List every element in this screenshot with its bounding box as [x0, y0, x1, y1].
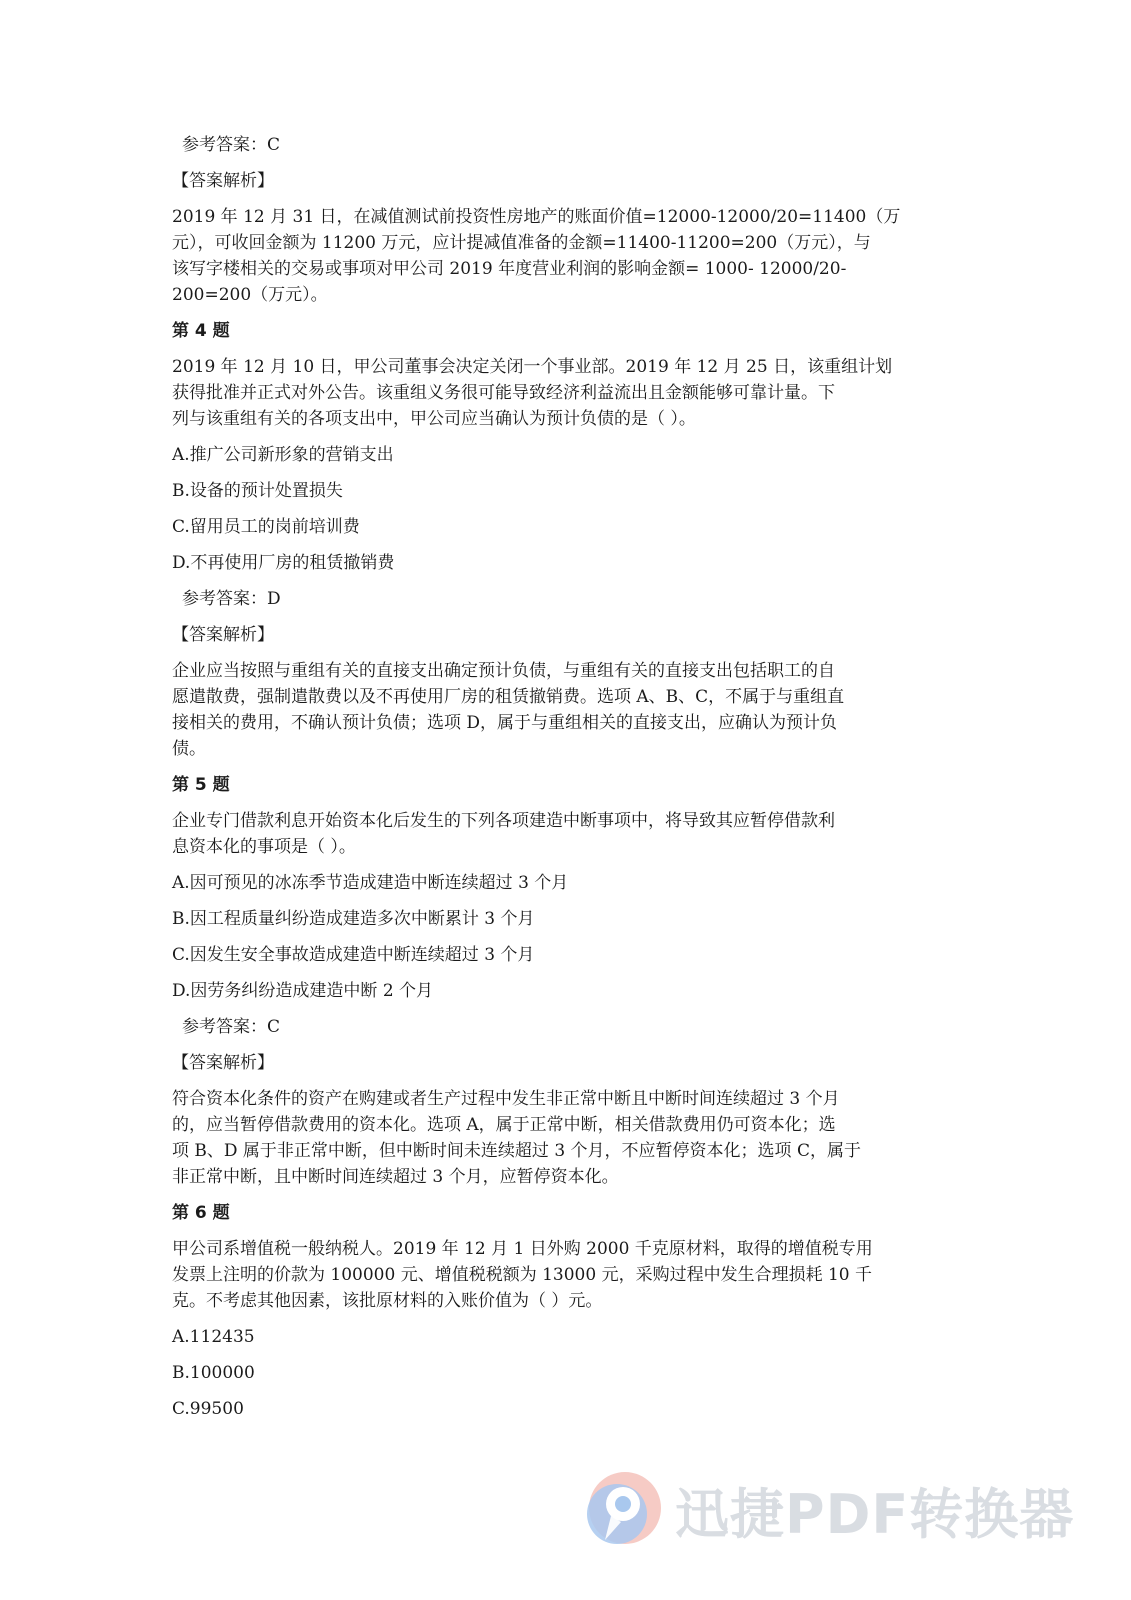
paragraph: [172, 1086, 962, 1190]
paragraph: [172, 204, 962, 308]
paragraph: [172, 808, 962, 860]
paragraph-line: 企业应当按照与重组有关的直接支出确定预计负债，与重组有关的直接支出包括职工的自: [172, 661, 835, 681]
paragraph-line: 获得批准并正式对外公告。该重组义务很可能导致经济利益流出且金额能够可靠计量。下: [172, 383, 835, 403]
answer-option: B.设备的预计处置损失: [172, 481, 343, 501]
answer-analysis-heading: 【答案解析】: [172, 625, 274, 645]
paragraph-line: 企业专门借款利息开始资本化后发生的下列各项建造中断事项中，将导致其应暂停借款利: [172, 811, 835, 831]
reference-answer: 参考答案：C: [182, 1017, 281, 1037]
document-page: [172, 128, 962, 1432]
paragraph: [172, 658, 962, 762]
question-title: 第 4 题: [172, 321, 230, 341]
paragraph-line: 接相关的费用，不确认预计负债；选项 D，属于与重组相关的直接支出，应确认为预计负: [172, 713, 838, 733]
paragraph: [172, 354, 962, 432]
answer-option: C.因发生安全事故造成建造中断连续超过 3 个月: [172, 945, 535, 965]
answer-option: B.100000: [172, 1363, 255, 1383]
paragraph-line: 该写字楼相关的交易或事项对甲公司 2019 年度营业利润的影响金额= 1000- 12000/20-: [172, 259, 847, 279]
paragraph-line: 列与该重组有关的各项支出中，甲公司应当确认为预计负债的是（ ）。: [172, 409, 696, 429]
paragraph-line: 息资本化的事项是（ ）。: [172, 837, 356, 857]
answer-analysis-heading: 【答案解析】: [172, 171, 274, 191]
paragraph-line: 符合资本化条件的资产在购建或者生产过程中发生非正常中断且中断时间连续超过 3 个月: [172, 1089, 840, 1109]
paragraph-line: 克。不考虑其他因素，该批原材料的入账价值为（ ）元。: [172, 1291, 603, 1311]
paragraph-line: 愿遣散费，强制遣散费以及不再使用厂房的租赁撤销费。选项 A、B、C，不属于与重组直: [172, 687, 845, 707]
reference-answer: 参考答案：D: [182, 589, 281, 609]
answer-option: C.留用员工的岗前培训费: [172, 517, 360, 537]
answer-option: B.因工程质量纠纷造成建造多次中断累计 3 个月: [172, 909, 535, 929]
paragraph-line: 200=200（万元）。: [172, 285, 328, 305]
pdf-converter-logo-icon: [585, 1464, 663, 1556]
question-title: 第 5 题: [172, 775, 230, 795]
paragraph-line: 2019 年 12 月 31 日，在减值测试前投资性房地产的账面价值=12000-12000/20=11400（万: [172, 207, 901, 227]
answer-option: A.112435: [172, 1327, 255, 1347]
paragraph-line: 的，应当暂停借款费用的资本化。选项 A，属于正常中断，相关借款费用仍可资本化；选: [172, 1115, 836, 1135]
answer-option: A.因可预见的冰冻季节造成建造中断连续超过 3 个月: [172, 873, 569, 893]
answer-analysis-heading: 【答案解析】: [172, 1053, 274, 1073]
paragraph-line: 非正常中断，且中断时间连续超过 3 个月，应暂停资本化。: [172, 1167, 619, 1187]
paragraph-line: 发票上注明的价款为 100000 元、增值税税额为 13000 元，采购过程中发生合理损耗 10 千: [172, 1265, 873, 1285]
answer-option: C.99500: [172, 1399, 244, 1419]
paragraph-line: 2019 年 12 月 10 日，甲公司董事会决定关闭一个事业部。2019 年 12 月 25 日，该重组计划: [172, 357, 893, 377]
reference-answer: 参考答案：C: [182, 135, 281, 155]
question-title: 第 6 题: [172, 1203, 230, 1223]
paragraph-line: 项 B、D 属于非正常中断，但中断时间未连续超过 3 个月，不应暂停资本化；选项 C，属于: [172, 1141, 861, 1161]
paragraph-line: 债。: [172, 739, 206, 759]
paragraph-line: 元），可收回金额为 11200 万元，应计提减值准备的金额=11400-11200=200（万元），与: [172, 233, 871, 253]
watermark-text: 迅捷PDF转换器: [675, 1482, 1075, 1546]
answer-option: D.因劳务纠纷造成建造中断 2 个月: [172, 981, 434, 1001]
answer-option: A.推广公司新形象的营销支出: [172, 445, 394, 465]
watermark: [585, 1462, 1105, 1558]
paragraph-line: 甲公司系增值税一般纳税人。2019 年 12 月 1 日外购 2000 千克原材料，取得的增值税专用: [172, 1239, 873, 1259]
answer-option: D.不再使用厂房的租赁撤销费: [172, 553, 395, 573]
paragraph: [172, 1236, 962, 1314]
